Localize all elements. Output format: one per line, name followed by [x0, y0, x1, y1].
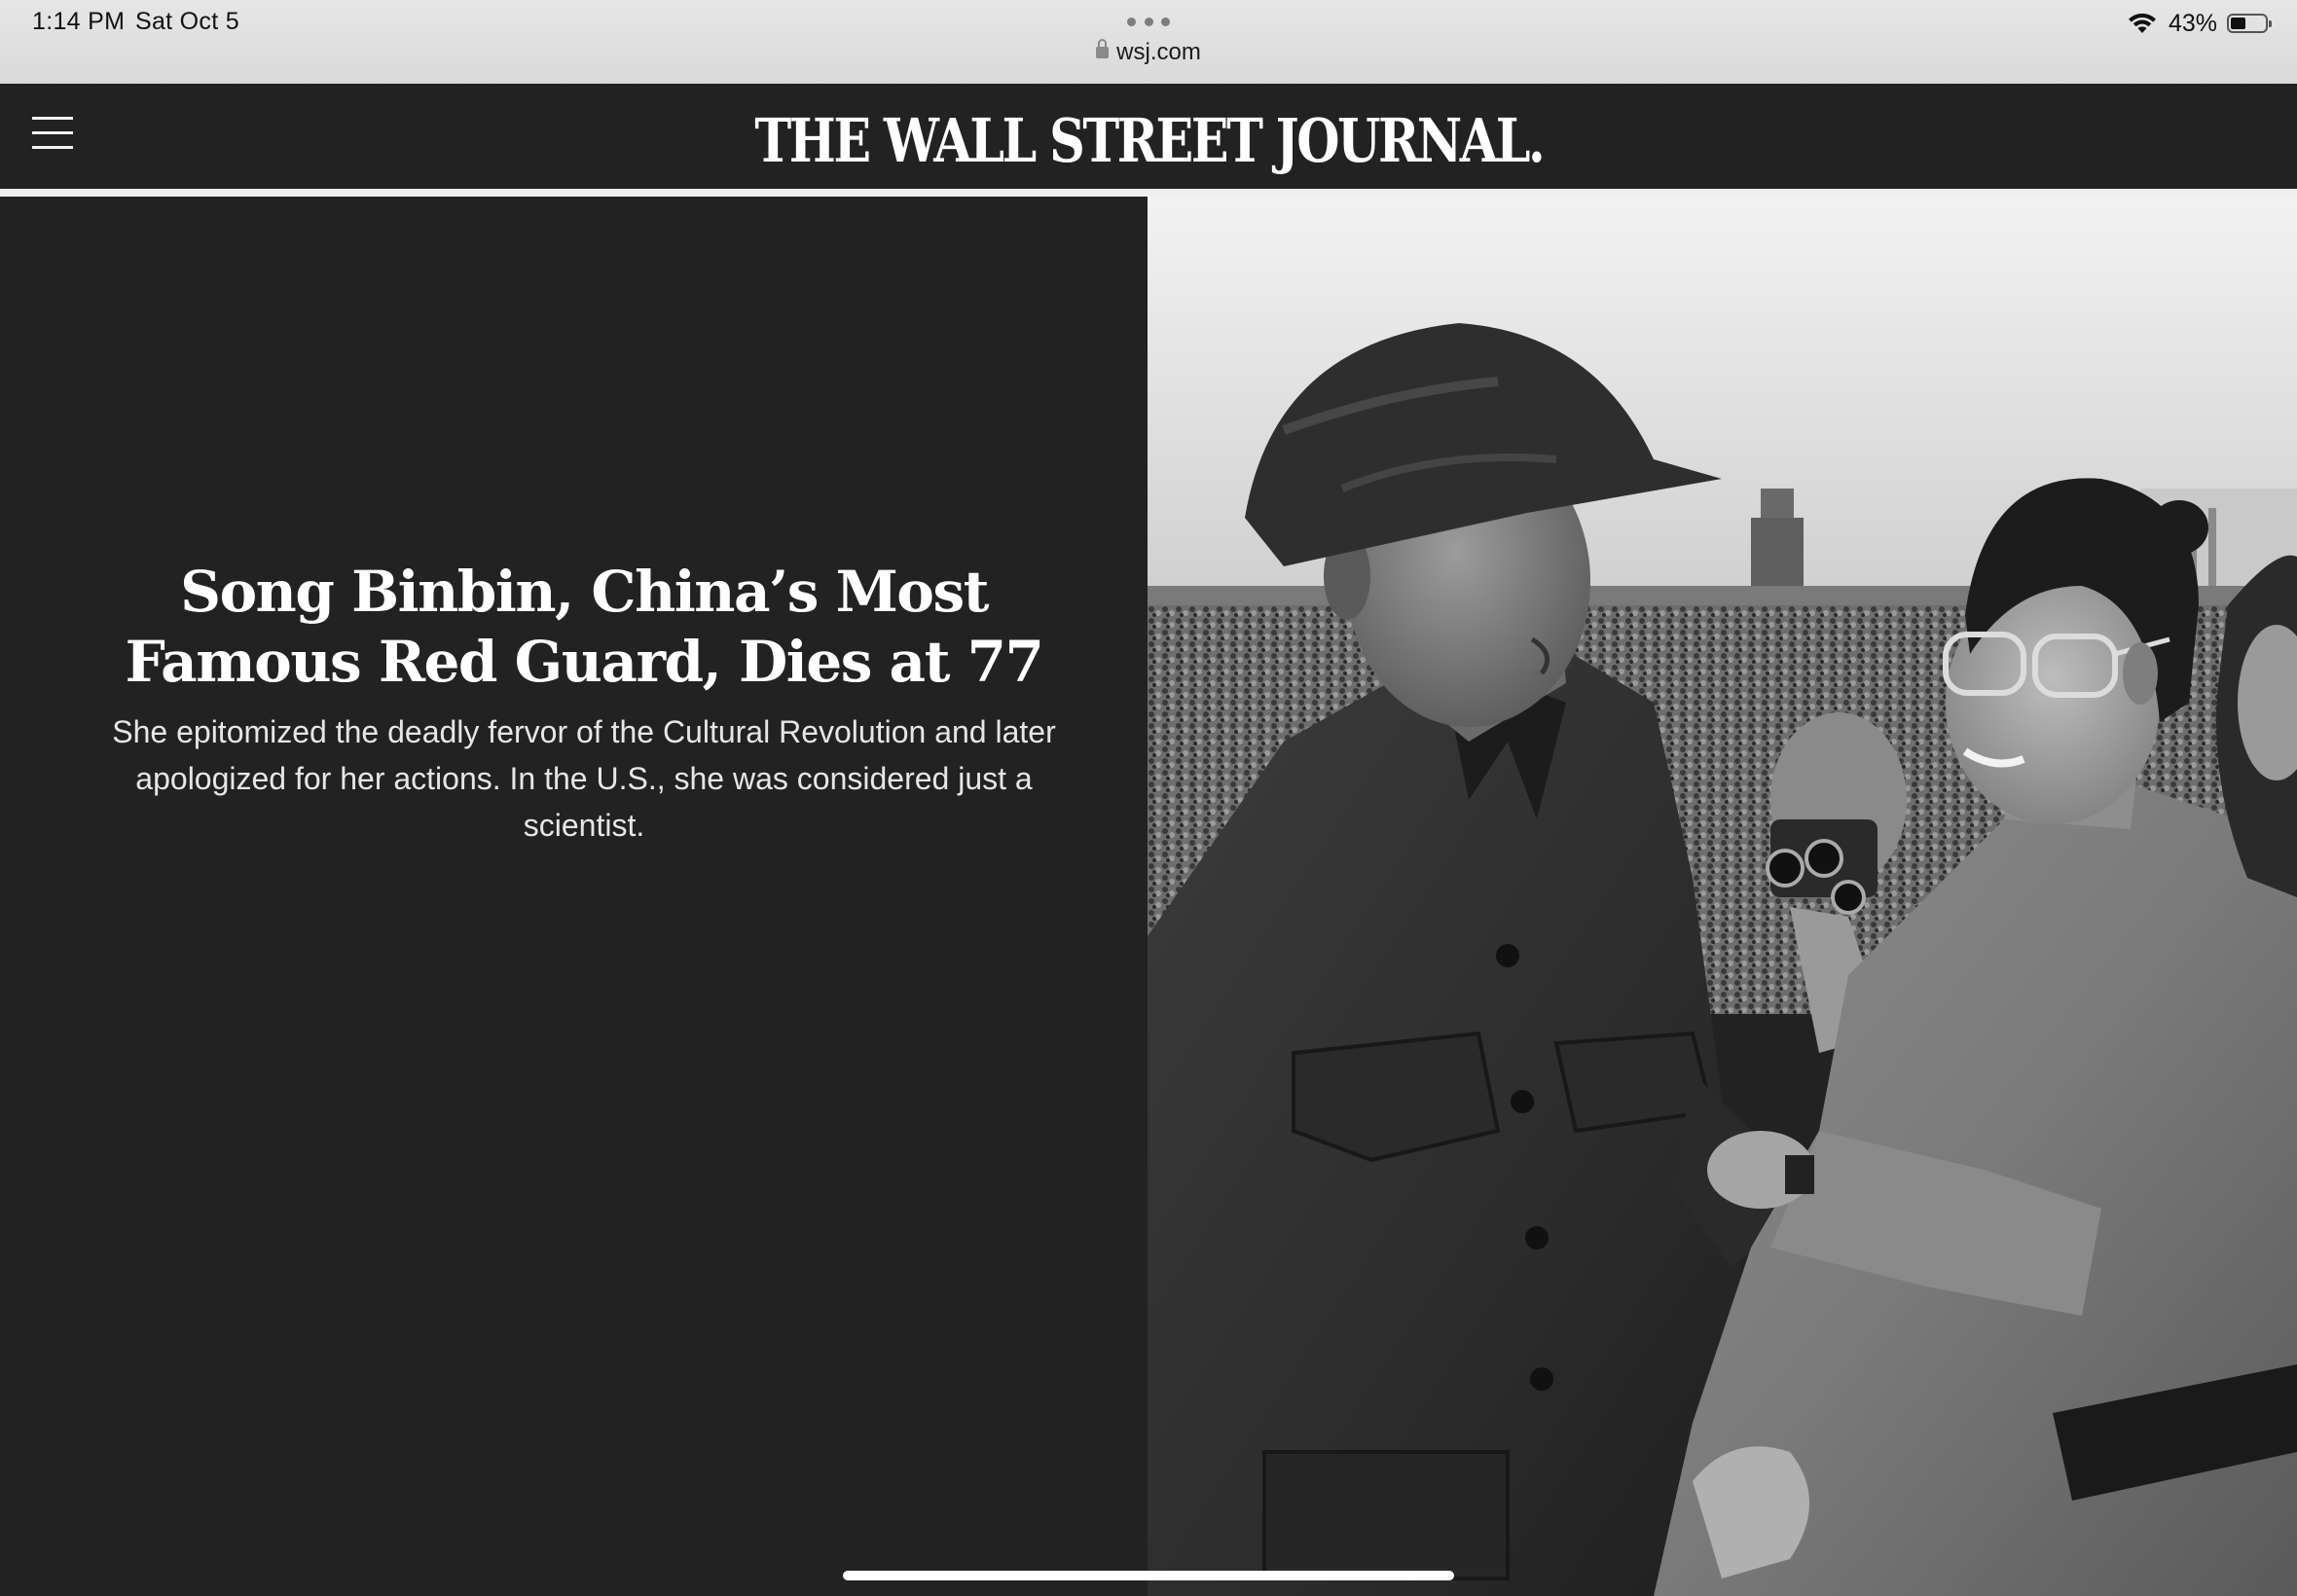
- battery-percent: 43%: [2168, 9, 2217, 37]
- hero-photo[interactable]: [1148, 197, 2297, 1596]
- multitask-dots-icon[interactable]: [1127, 18, 1170, 27]
- hero-text-panel: [0, 197, 1148, 1596]
- status-bar: [0, 0, 2297, 84]
- wifi-icon: [2128, 12, 2157, 35]
- address-bar[interactable]: [0, 39, 2297, 66]
- article-headline[interactable]: Song Binbin, China’s Most Famous Red Guard, Dies at 77: [125, 559, 1043, 695]
- article-dek: She epitomized the deadly fervor of the Cultural Revolution and later apologized for her actions. In the U.S., she was considered just a scientist.: [112, 714, 1056, 843]
- masthead-logo[interactable]: THE WALL STREET JOURNAL.: [754, 105, 1544, 176]
- home-indicator[interactable]: [843, 1571, 1454, 1580]
- hero-photo-image: [1148, 197, 2297, 1596]
- status-date: Sat Oct 5: [135, 8, 239, 35]
- battery-fill: [2231, 18, 2245, 29]
- lock-icon: [1096, 47, 1109, 58]
- site-header: [0, 84, 2297, 189]
- hamburger-menu-icon[interactable]: [32, 117, 73, 150]
- battery-icon: [2227, 14, 2268, 33]
- url-text: wsj.com: [1116, 39, 1201, 65]
- header-divider: [0, 189, 2297, 197]
- status-indicators: [2128, 8, 2268, 39]
- status-time: 1:14 PM: [32, 8, 126, 35]
